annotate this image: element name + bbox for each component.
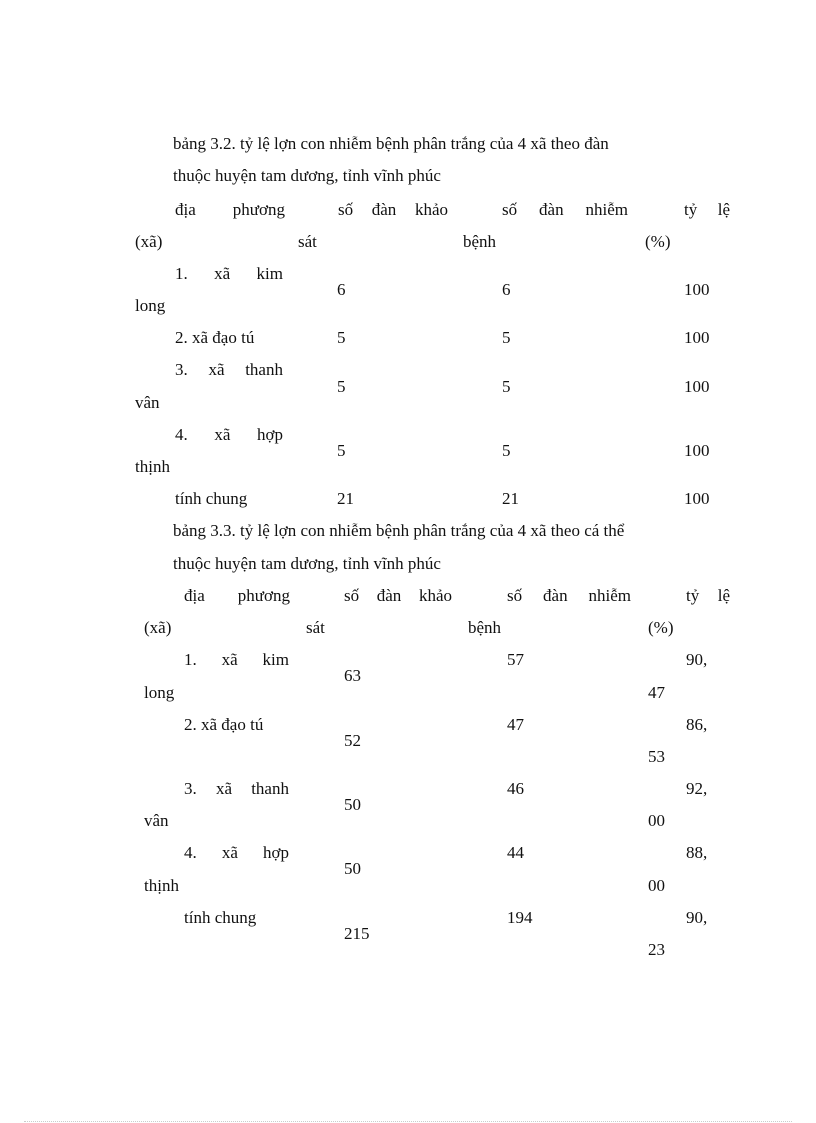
table1-row4-rate: 100: [684, 441, 710, 460]
table1-header-rate-line2: (%): [645, 232, 671, 251]
table2-title-line1: bảng 3.3. tỷ lệ lợn con nhiễm bệnh phân trắng của 4 xã theo cá thể: [173, 521, 625, 540]
table2-row4-rate-line2: 00: [648, 876, 665, 895]
table2-row4-name: 4. xã hợp: [184, 843, 289, 862]
table2-row2-rate-line2: 53: [648, 747, 665, 766]
table1-row2-surveyed: 5: [337, 328, 346, 347]
table2-header-rate: tỷ lệ: [686, 586, 730, 605]
table1-row4-name: 4. xã hợp: [175, 425, 283, 444]
table2-total-surveyed: 215: [344, 924, 370, 943]
table1-total-infected: 21: [502, 489, 519, 508]
table1-row2-rate: 100: [684, 328, 710, 347]
table2-header-rate-line2: (%): [648, 618, 674, 637]
table2-header-infected-line2: bệnh: [468, 618, 502, 637]
table1-row4-surveyed: 5: [337, 441, 346, 460]
table2-row1-name-line2: long: [144, 683, 175, 702]
table2-header-locality: địa phương: [184, 586, 290, 605]
table1-total-surveyed: 21: [337, 489, 354, 508]
table1-row4-infected: 5: [502, 441, 511, 460]
table1-row3-name-line2: vân: [135, 393, 160, 412]
table1-row4-name-line2: thịnh: [135, 457, 170, 476]
table2-row1-name: 1. xã kim: [184, 650, 289, 669]
table1-title-line2: thuộc huyện tam dương, tỉnh vĩnh phúc: [173, 166, 441, 185]
table2-row3-name-line2: vân: [144, 811, 169, 830]
table2-row2-infected: 47: [507, 715, 524, 734]
table1-row1-surveyed: 6: [337, 280, 346, 299]
table2-row3-rate-line1: 92,: [686, 779, 708, 798]
table2-header-surveyed-line2: sát: [306, 618, 325, 637]
table1-row2-infected: 5: [502, 328, 511, 347]
table2-row1-surveyed: 63: [344, 666, 361, 685]
table2-header-infected: số đàn nhiễm: [507, 586, 631, 605]
table1-row1-infected: 6: [502, 280, 511, 299]
table1-header-infected: số đàn nhiễm: [502, 200, 628, 219]
table1-header-infected-line2: bệnh: [463, 232, 497, 251]
table2-row2-name: 2. xã đạo tú: [184, 715, 264, 734]
table2-total-name: tính chung: [184, 908, 257, 927]
table2-total-rate-line1: 90,: [686, 908, 708, 927]
table2-total-infected: 194: [507, 908, 533, 927]
table1-row3-name: 3. xã thanh: [175, 360, 283, 379]
page-bottom-divider: [24, 1121, 792, 1122]
table1-row1-name-line2: long: [135, 296, 166, 315]
table1-title-line1: bảng 3.2. tỷ lệ lợn con nhiễm bệnh phân trắng của 4 xã theo đàn: [173, 134, 609, 153]
table2-row3-name: 3. xã thanh: [184, 779, 289, 798]
table2-row1-rate-line2: 47: [648, 683, 665, 702]
table1-row3-surveyed: 5: [337, 377, 346, 396]
table2-header-surveyed: số đàn khảo: [344, 586, 452, 605]
table2-row4-surveyed: 50: [344, 859, 361, 878]
table2-row1-rate-line1: 90,: [686, 650, 708, 669]
table2-row3-rate-line2: 00: [648, 811, 665, 830]
table1-row3-infected: 5: [502, 377, 511, 396]
table1-header-locality: địa phương: [175, 200, 285, 219]
table2-header-locality-line2: (xã): [144, 618, 172, 637]
table1-total-rate: 100: [684, 489, 710, 508]
table2-row2-surveyed: 52: [344, 731, 361, 750]
table2-row2-rate-line1: 86,: [686, 715, 708, 734]
table2-total-rate-line2: 23: [648, 940, 665, 959]
table1-header-rate: tỷ lệ: [684, 200, 730, 219]
table2-row4-name-line2: thịnh: [144, 876, 179, 895]
table2-row3-infected: 46: [507, 779, 524, 798]
table1-row1-name: 1. xã kim: [175, 264, 283, 283]
table2-row1-infected: 57: [507, 650, 524, 669]
table1-header-locality-line2: (xã): [135, 232, 163, 251]
table2-row3-surveyed: 50: [344, 795, 361, 814]
table1-row3-rate: 100: [684, 377, 710, 396]
table2-row4-rate-line1: 88,: [686, 843, 708, 862]
table1-header-surveyed-line2: sát: [298, 232, 317, 251]
table2-row4-infected: 44: [507, 843, 524, 862]
table1-total-name: tính chung: [175, 489, 248, 508]
table1-header-surveyed: số đàn khảo: [338, 200, 448, 219]
table2-title-line2: thuộc huyện tam dương, tỉnh vĩnh phúc: [173, 554, 441, 573]
table1-row2-name: 2. xã đạo tú: [175, 328, 255, 347]
table1-row1-rate: 100: [684, 280, 710, 299]
